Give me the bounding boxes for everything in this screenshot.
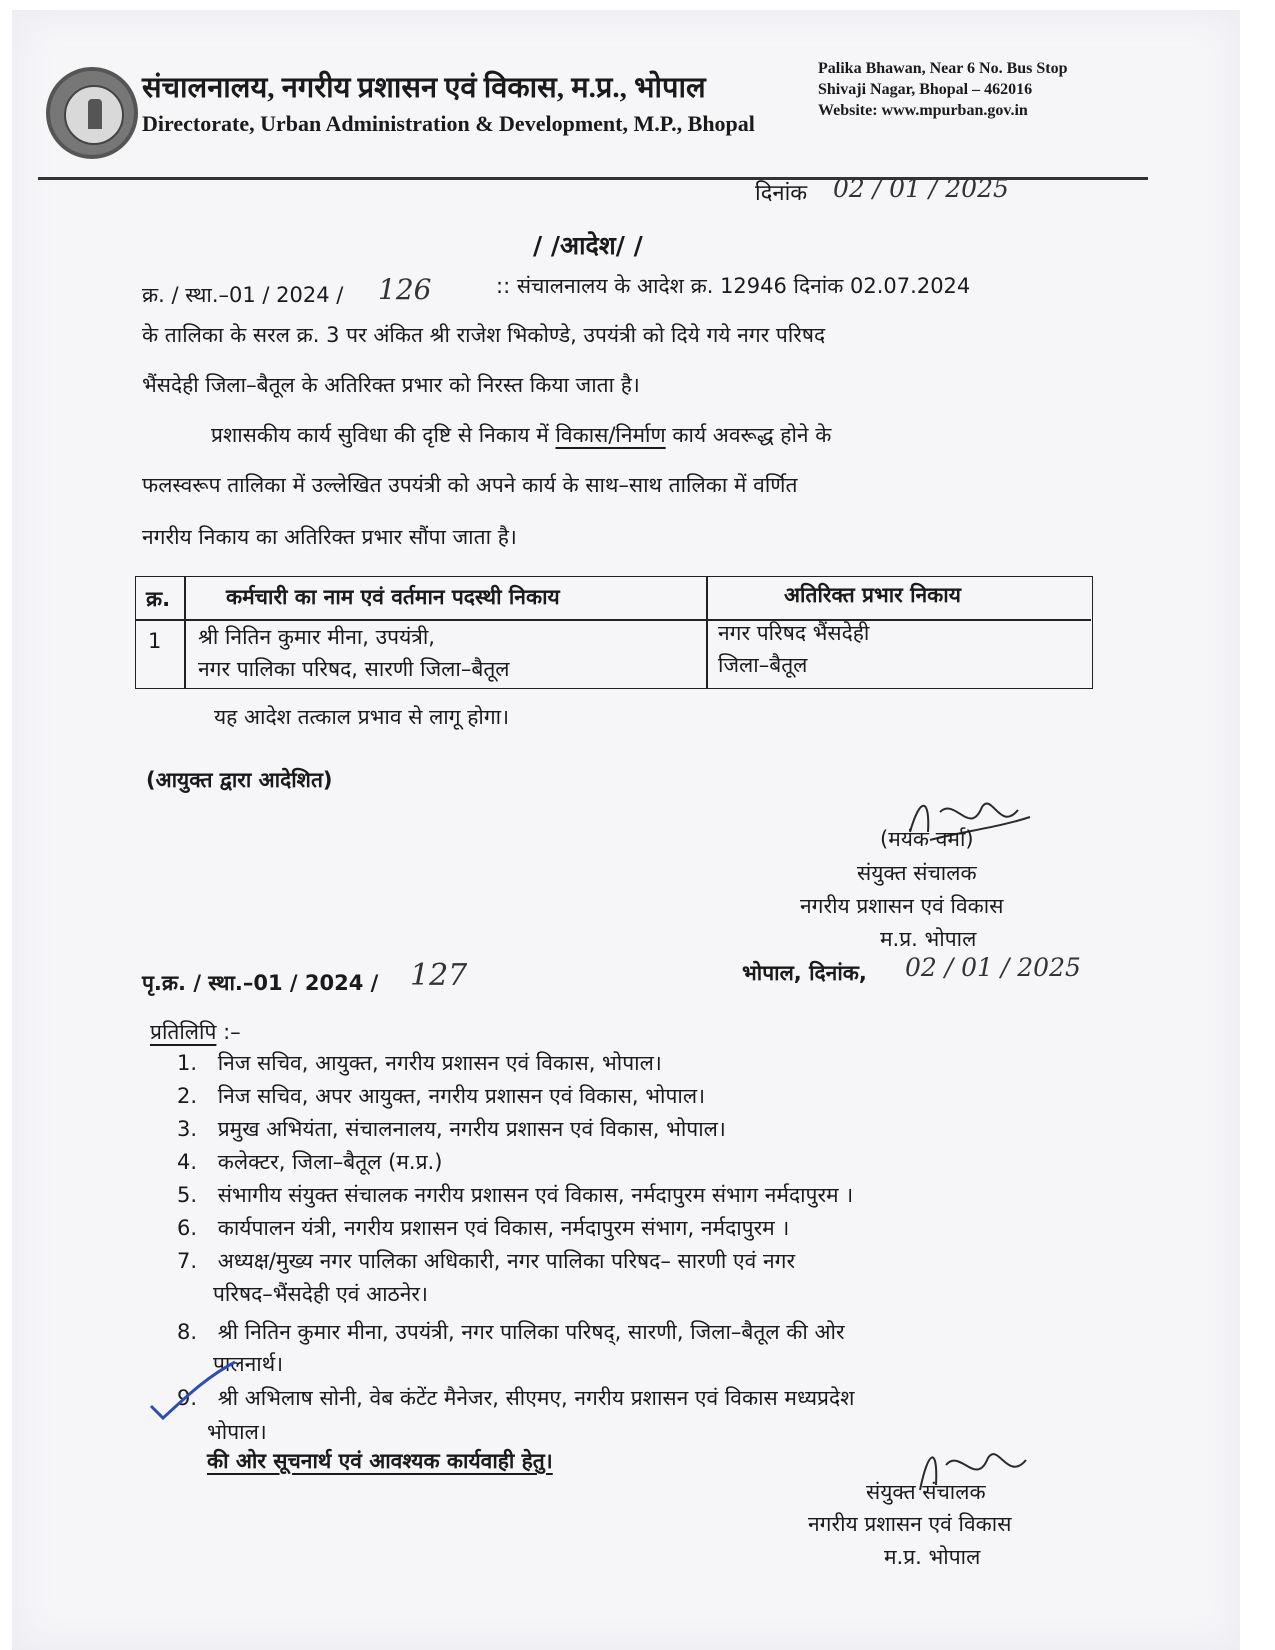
address-line-1: Palika Bhawan, Near 6 No. Bus Stop (818, 60, 1068, 77)
copy-item-number: 6. (177, 1216, 198, 1240)
table-header-charge: अतिरिक्त प्रभार निकाय (784, 583, 961, 607)
copy-item-9-line2: भोपाल। (207, 1420, 267, 1444)
para2-line3: नगरीय निकाय का अतिरिक्त प्रभार सौंपा जाता है। (142, 525, 517, 549)
order-date-label: दिनांक (755, 181, 808, 206)
copy-item-text: निज सचिव, आयुक्त, नगरीय प्रशासन एवं विकास, भोपाल। (217, 1051, 662, 1075)
signatory-department: नगरीय प्रशासन एवं विकास (800, 894, 1004, 918)
para1-line3: भैंसदेही जिला–बैतूल के अतिरिक्त प्रभार को निरस्त किया जाता है। (142, 373, 640, 397)
address-line-2: Shivaji Nagar, Bhopal – 462016 (818, 81, 1033, 98)
copy-item-8-line2: पालनार्थ। (213, 1352, 284, 1376)
copy-item-7-line2: परिषद–भैंसदेही एवं आठनेर। (213, 1282, 428, 1306)
order-ref-prefix: क्र. / स्था.–01 / 2024 / (142, 283, 344, 307)
signatory-name: (मयंक वर्मा) (880, 827, 974, 851)
copy-item-number: 8. (177, 1320, 198, 1344)
copy-item-5 (177, 1181, 853, 1209)
copy-ref-number: 127 (410, 958, 468, 993)
copy-item-text: प्रमुख अभियंता, संचालनालय, नगरीय प्रशासन एवं विकास, भोपाल। (217, 1117, 726, 1141)
copy-item-text: श्री अभिलाष सोनी, वेब कंटेंट मैनेजर, सीएमए, नगरीय प्रशासन एवं विकास मध्यप्रदेश (217, 1386, 855, 1410)
copy-item-2 (177, 1082, 705, 1110)
signatory2-designation: संयुक्त संचालक (866, 1480, 986, 1504)
order-date-value: 02 / 01 / 2025 (833, 174, 1009, 203)
copy-closing: की ओर सूचनार्थ एवं आवश्यक कार्यवाही हेतु। (207, 1449, 553, 1473)
para2-line1 (211, 421, 831, 449)
check-mark-icon (145, 1358, 240, 1428)
copy-item-6 (177, 1214, 789, 1242)
copy-item-text: कलेक्टर, जिला–बैतूल (म.प्र.) (217, 1150, 443, 1174)
table-cell-charge-line1: नगर परिषद भैंसदेही (718, 621, 870, 645)
copy-item-text: निज सचिव, अपर आयुक्त, नगरीय प्रशासन एवं विकास, भोपाल। (217, 1084, 706, 1108)
copy-place-date-label: भोपाल, दिनांक, (742, 961, 867, 985)
copy-item-3 (177, 1115, 726, 1143)
copy-item-8 (177, 1318, 845, 1346)
copy-item-9 (177, 1384, 854, 1412)
table-cell-charge-line2: जिला–बैतूल (718, 653, 808, 677)
copy-date-value: 02 / 01 / 2025 (905, 953, 1081, 982)
table-header-sr: क्र. (146, 587, 171, 611)
copy-item-text: अध्यक्ष/मुख्य नगर पालिका अधिकारी, नगर पालिका परिषद– सारणी एवं नगर (217, 1249, 796, 1273)
copy-heading-suffix: :– (223, 1020, 241, 1044)
copy-item-4 (177, 1148, 442, 1176)
table-cell-employee-line2: नगर पालिका परिषद, सारणी जिला–बैतूल (198, 657, 510, 681)
effect-statement: यह आदेश तत्काल प्रभाव से लागू होगा। (214, 705, 510, 729)
website-line: Website: www.mpurban.gov.in (818, 102, 1028, 119)
order-heading: / /आदेश/ / (533, 231, 643, 260)
charge-table (135, 576, 1093, 689)
para2-line1-pre: प्रशासकीय कार्य सुविधा की दृष्टि से निकाय में (211, 423, 549, 447)
signatory-place: म.प्र. भोपाल (880, 927, 977, 951)
copy-item-text: श्री नितिन कुमार मीना, उपयंत्री, नगर पालिका परिषद्, सारणी, जिला–बैतूल की ओर (217, 1320, 845, 1344)
signatory2-department: नगरीय प्रशासन एवं विकास (808, 1512, 1012, 1536)
table-cell-employee-line1: श्री नितिन कुमार मीना, उपयंत्री, (198, 625, 435, 649)
copy-item-number: 3. (177, 1117, 198, 1141)
copy-item-1 (177, 1049, 662, 1077)
letterhead-title-english: Directorate, Urban Administration & Development, M.P., Bhopal (142, 111, 755, 136)
copy-item-number: 2. (177, 1084, 198, 1108)
copy-item-text: कार्यपालन यंत्री, नगरीय प्रशासन एवं विकास, नर्मदापुरम संभाग, नर्मदापुरम । (217, 1216, 790, 1240)
copy-item-7 (177, 1247, 795, 1275)
copy-heading (150, 1018, 241, 1046)
letterhead-title-hindi: संचालनालय, नगरीय प्रशासन एवं विकास, म.प्र., भोपाल (142, 72, 706, 104)
copy-item-text: संभागीय संयुक्त संचालक नगरीय प्रशासन एवं विकास, नर्मदापुरम संभाग नर्मदापुरम । (217, 1183, 854, 1207)
copy-item-number: 1. (177, 1051, 198, 1075)
copy-item-number: 5. (177, 1183, 198, 1207)
copy-item-number: 4. (177, 1150, 198, 1174)
para2-underlined-term: विकास/निर्माण (555, 423, 666, 447)
para2-line1-post: कार्य अवरूद्ध होने के (672, 423, 832, 447)
table-header-employee: कर्मचारी का नाम एवं वर्तमान पदस्थी निकाय (226, 585, 560, 609)
para1-line1: :: संचालनालय के आदेश क्र. 12946 दिनांक 02.07.2024 (496, 274, 971, 298)
copy-item-number: 7. (177, 1249, 198, 1273)
para2-line2: फलस्वरूप तालिका में उल्लेखित उपयंत्री को अपने कार्य के साथ–साथ तालिका में वर्णित (142, 473, 798, 497)
signatory2-place: म.प्र. भोपाल (884, 1545, 981, 1569)
copy-ref-prefix: पृ.क्र. / स्था.–01 / 2024 / (142, 971, 379, 995)
order-ref-number: 126 (378, 273, 432, 306)
copy-item-number: 9. (177, 1386, 198, 1410)
ordered-by: (आयुक्त द्वारा आदेशित) (146, 768, 333, 792)
government-seal-logo (46, 67, 138, 159)
copy-heading-text: प्रतिलिपि (150, 1020, 217, 1044)
signatory-designation: संयुक्त संचालक (857, 861, 977, 885)
para1-line2: के तालिका के सरल क्र. 3 पर अंकित श्री राजेश भिकोण्डे, उपयंत्री को दिये गये नगर परिषद (142, 323, 826, 347)
table-cell-sr: 1 (148, 629, 162, 653)
